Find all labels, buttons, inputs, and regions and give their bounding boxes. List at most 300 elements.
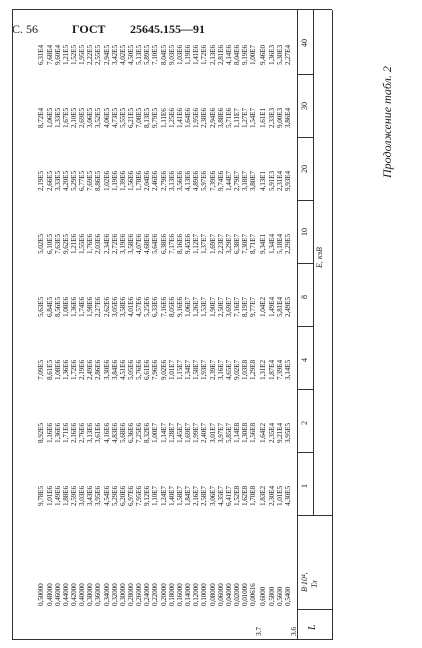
table-cell: 2,69E5 — [78, 108, 87, 128]
table-cell-B: 0,24000 — [143, 583, 152, 606]
table-cell: 1,41E6 — [175, 108, 184, 128]
continuation-caption: Продолжение табл. 2 — [380, 66, 394, 178]
table-cell-B: 0,50000 — [37, 583, 46, 606]
table-cell: 2,40E7 — [200, 423, 209, 443]
table-cell: 4,35E7 — [216, 486, 225, 506]
table-cell: 9,02E6 — [159, 360, 168, 380]
table-cell: 1,01E6 — [45, 486, 54, 506]
table-cell: 5,55E5 — [118, 108, 127, 128]
table-cell: 6,77E5 — [78, 171, 87, 191]
table-cell: 9,12E6 — [143, 486, 152, 506]
table-cell: 5,63E5 — [37, 297, 46, 317]
table-cell: 3,16E7 — [216, 360, 225, 380]
table-cell: 5,91E3 — [267, 171, 276, 191]
table-cell: 7,17E6 — [167, 234, 176, 254]
table-cell: 1,56E6 — [127, 171, 135, 191]
table-cell: 1,56E8 — [249, 423, 258, 443]
table-cell-B: 0,48000 — [45, 583, 54, 606]
table-cell: 2,19E5 — [37, 171, 46, 191]
energy-col-separator — [297, 452, 313, 453]
table-cell: 1,93E7 — [200, 360, 209, 380]
table-cell: 2,79E6 — [159, 171, 168, 191]
table-cell: 3,06E5 — [86, 108, 95, 128]
table-cell: 8,61E5 — [45, 360, 54, 380]
table-cell: 1,26E7 — [192, 297, 201, 317]
energy-group-header: E, кэВ — [315, 247, 324, 268]
table-cell: 1,87E4 — [267, 360, 276, 380]
table-cell: 7,16E6 — [159, 297, 168, 317]
table-cell: 7,10E5 — [151, 45, 160, 65]
table-cell: 2,94E5 — [102, 45, 111, 65]
table-cell: 1,98E6 — [86, 297, 95, 317]
table-cell: 1,61E1 — [259, 108, 268, 128]
table-cell: 1,11E7 — [232, 108, 241, 128]
table-cell: 2,58E7 — [200, 486, 209, 506]
table-cell-B: 0,06000 — [216, 583, 225, 606]
table-cell: 7,95E6 — [135, 486, 144, 506]
col-sep-B — [297, 515, 332, 516]
table-cell: 1,21E5 — [61, 45, 70, 65]
table-cell: 4,07E6 — [135, 234, 144, 254]
table-cell: 5,97E6 — [200, 171, 209, 191]
table-cell: 1,00E7 — [151, 423, 160, 443]
standard-label: ГОСТ — [72, 22, 106, 36]
table-cell: 1,34E7 — [184, 360, 193, 380]
table-cell-B: 0,16000 — [175, 583, 184, 606]
table-cell: 8,72E4 — [37, 108, 46, 128]
table-cell: 1,69E7 — [208, 234, 217, 254]
table-cell: 1,40E7 — [167, 486, 176, 506]
table-cell: 1,72E6 — [200, 45, 209, 65]
table-cell: 1,64E2 — [259, 423, 268, 443]
table-cell: 8,56E5 — [53, 297, 62, 317]
table-cell: 1,49E6 — [53, 486, 62, 506]
table-cell: 2,30E4 — [267, 486, 276, 506]
table-cell: 3,69E7 — [224, 297, 233, 317]
table-cell-B: 0,28000 — [127, 583, 135, 606]
table-cell: 3,42E5 — [110, 45, 119, 65]
table-cell: 2,27E4 — [283, 45, 292, 65]
energy-header-30: 30 — [300, 102, 309, 110]
table-cell: 3,33E5 — [53, 171, 62, 191]
table-cell: 4,50E5 — [127, 45, 135, 65]
header-bottom-rule — [297, 10, 298, 640]
table-cell: 1,49E4 — [267, 297, 276, 317]
table-cell: 9,45E6 — [184, 234, 193, 254]
table-cell: 8,05E6 — [167, 297, 176, 317]
table-cell-B: 0,5400 — [283, 586, 292, 606]
table-cell: 7,63E5 — [53, 234, 62, 254]
table-cell: 2,23E7 — [216, 234, 225, 254]
table-cell: 6,31E4 — [37, 45, 46, 65]
table-cell: 4,16E6 — [102, 423, 111, 443]
table-cell: 8,13E5 — [143, 108, 152, 128]
table-cell: 1,12E7 — [192, 234, 201, 254]
table-cell: 5,85E7 — [224, 423, 233, 443]
table-cell: 5,71E6 — [224, 108, 233, 128]
table-cell: 3,03E6 — [78, 486, 87, 506]
table-cell: 2,81E6 — [216, 45, 225, 65]
table-cell: 1,08E6 — [53, 360, 62, 380]
table-right-edge — [12, 9, 332, 10]
table-cell-B: 0,6000 — [259, 586, 268, 606]
table-cell: 6,97E6 — [127, 486, 135, 506]
table-cell: 9,46E0 — [259, 45, 268, 65]
table-cell: 1,67E5 — [61, 108, 70, 128]
table-cell: 3,80E7 — [249, 171, 258, 191]
table-cell: 3,56E6 — [175, 171, 184, 191]
table-cell: 6,38E7 — [232, 234, 241, 254]
energy-subheader-rule — [313, 10, 314, 516]
table-cell: 1,16E6 — [45, 423, 54, 443]
table-cell: 6,21E5 — [127, 108, 135, 128]
table-cell: 4,14E6 — [224, 45, 233, 65]
table-cell: 2,72E6 — [110, 234, 119, 254]
table-cell: 9,21E4 — [275, 423, 284, 443]
table-cell: 3,29E7 — [224, 234, 233, 254]
table-cell: 7,30E7 — [241, 234, 250, 254]
table-cell: 5,64E6 — [151, 234, 160, 254]
table-cell-B: 0,10000 — [200, 583, 209, 606]
table-cell: 1,03E6 — [175, 45, 184, 65]
table-cell: 1,19E6 — [110, 171, 119, 191]
table-cell-B: 0,30000 — [118, 583, 127, 606]
table-cell: 4,73E5 — [110, 108, 119, 128]
table-cell: 5,68E6 — [118, 423, 127, 443]
table-cell: 5,02E5 — [37, 234, 46, 254]
table-cell-B: 0,22000 — [151, 583, 160, 606]
table-cell: 5,25E6 — [143, 297, 152, 317]
table-cell: 5,05E6 — [127, 360, 135, 380]
table-cell: 8,71E7 — [249, 234, 258, 254]
col-header-B-unit: Тл — [310, 580, 319, 588]
table-cell: 3,88E6 — [216, 108, 225, 128]
table-cell: 1,41E6 — [192, 45, 201, 65]
energy-header-10: 10 — [300, 228, 309, 236]
table-cell: 7,16E7 — [232, 297, 241, 317]
table-cell: 3,30E6 — [102, 360, 111, 380]
table-cell: 4,13E1 — [259, 171, 268, 191]
table-cell: 5,18E4 — [275, 234, 284, 254]
table-cell: 2,04E6 — [143, 171, 152, 191]
table-cell: 3,86E4 — [283, 108, 292, 128]
page-number: С. 56 — [12, 22, 39, 36]
table-cell: 6,61E6 — [143, 360, 152, 380]
table-cell: 1,36E6 — [53, 423, 62, 443]
standard-number: 25645.155—91 — [130, 22, 205, 36]
table-cell: 2,35E4 — [267, 423, 276, 443]
table-cell-B: 0,08000 — [208, 583, 217, 606]
table-left-edge — [12, 639, 332, 640]
table-bottom-rule — [12, 10, 13, 640]
table-cell: 1,27E7 — [241, 108, 250, 128]
table-cell: 1,25E6 — [167, 108, 176, 128]
table-cell: 1,69E7 — [184, 423, 193, 443]
table-cell: 9,74E6 — [216, 171, 225, 191]
table-cell: 2,34E6 — [102, 234, 111, 254]
table-cell: 3,18E7 — [241, 171, 250, 191]
table-cell: 6,36E6 — [127, 423, 135, 443]
table-cell: 3,43E6 — [86, 486, 95, 506]
table-cell: 1,02E6 — [102, 171, 111, 191]
table-cell: 9,78E5 — [37, 486, 46, 506]
energy-col-separator — [297, 137, 313, 138]
table-cell: 7,69E5 — [86, 171, 95, 191]
table-cell: 3,13E6 — [86, 423, 95, 443]
group-L-value: 3.7 — [254, 626, 264, 636]
table-cell: 7,39E6 — [208, 171, 217, 191]
table-cell-B: 0,26000 — [135, 583, 144, 606]
table-cell: 3,58E6 — [127, 234, 135, 254]
table-cell: 1,10E7 — [151, 486, 160, 506]
table-cell: 6,38E6 — [159, 234, 168, 254]
table-cell-B: 0,04000 — [224, 583, 233, 606]
table-cell: 1,24E7 — [159, 486, 168, 506]
table-cell: 1,36E3 — [267, 45, 276, 65]
table-cell: 2,13E6 — [208, 45, 217, 65]
table-cell-B: 0,44000 — [61, 583, 70, 606]
table-cell: 8,19E7 — [241, 297, 250, 317]
table-cell: 1,11E6 — [159, 108, 168, 128]
table-cell: 4,20E5 — [61, 171, 70, 191]
table-cell-B: 0,46000 — [53, 583, 62, 606]
table-cell-B: 0,5600 — [275, 586, 284, 606]
table-cell-B: 0,5800 — [267, 586, 276, 606]
table-cell: 6,20E6 — [118, 486, 127, 506]
table-cell: 1,95E6 — [192, 108, 201, 128]
energy-header-40: 40 — [300, 39, 309, 47]
table-cell: 5,81E4 — [275, 297, 284, 317]
table-cell: 6,33E6 — [151, 297, 160, 317]
table-cell: 1,72E6 — [69, 360, 78, 380]
table-cell: 1,14E8 — [232, 423, 241, 443]
table-cell: 2,79E7 — [232, 171, 241, 191]
table-cell: 1,58E7 — [192, 360, 201, 380]
table-cell: 1,36E6 — [69, 297, 78, 317]
table-cell: 1,06E5 — [45, 108, 54, 128]
table-cell: 2,33E3 — [267, 108, 276, 128]
table-cell: 1,71E6 — [61, 423, 70, 443]
col-header-L: L — [307, 624, 318, 630]
table-cell: 2,10E5 — [69, 108, 78, 128]
table-cell: 1,06E7 — [184, 297, 193, 317]
table-cell-B: 0,42000 — [69, 583, 78, 606]
table-cell-B: 0,40000 — [78, 583, 87, 606]
table-cell: 4,06E5 — [102, 108, 111, 128]
table-cell: 9,93E4 — [283, 171, 292, 191]
table-cell: 1,31E2 — [259, 360, 268, 380]
table-cell: 1,28E7 — [167, 423, 176, 443]
table-cell: 1,95E5 — [78, 45, 87, 65]
table-cell: 3,61E6 — [94, 423, 103, 443]
table-cell: 2,19E6 — [78, 360, 87, 380]
table-cell: 1,01E5 — [275, 486, 284, 506]
table-cell: 1,45E7 — [175, 423, 184, 443]
table-cell: 9,62E5 — [61, 234, 70, 254]
table-cell: 1,52E8 — [232, 486, 241, 506]
energy-header-8: 8 — [300, 295, 309, 299]
table-cell: 3,97E7 — [216, 423, 225, 443]
table-cell: 8,04E6 — [232, 45, 241, 65]
table-cell: 1,33E5 — [53, 108, 62, 128]
table-cell: 4,13E6 — [184, 171, 193, 191]
table-cell: 3,95E5 — [283, 423, 292, 443]
table-cell: 3,58E6 — [118, 297, 127, 317]
table-cell: 1,36E6 — [61, 360, 70, 380]
energy-col-separator — [297, 326, 313, 327]
table-cell: 4,54E6 — [102, 486, 111, 506]
table-cell: 1,03E8 — [241, 360, 250, 380]
table-top-rule — [332, 10, 333, 640]
table-cell: 1,74E6 — [78, 297, 87, 317]
table-cell: 1,52E5 — [69, 45, 78, 65]
table-cell: 1,29E8 — [249, 360, 258, 380]
table-cell-B: 0,00616 — [249, 583, 258, 606]
table-cell: 9,79E5 — [151, 108, 160, 128]
table-cell: 2,39E7 — [208, 360, 217, 380]
table-cell: 2,16E7 — [192, 486, 201, 506]
table-cell: 4,68E6 — [143, 234, 152, 254]
table-cell: 1,19E6 — [184, 45, 193, 65]
table-cell: 9,77E7 — [249, 297, 258, 317]
table-cell: 4,57E6 — [135, 297, 144, 317]
table-cell: 1,53E7 — [200, 297, 209, 317]
table-cell: 8,32E6 — [143, 423, 152, 443]
table-cell: 2,29E5 — [283, 234, 292, 254]
table-cell: 8,92E5 — [37, 423, 46, 443]
table-cell: 1,04E2 — [259, 297, 268, 317]
energy-col-separator — [297, 200, 313, 201]
table-cell: 2,31E4 — [275, 171, 284, 191]
table-cell: 2,49E5 — [283, 297, 292, 317]
table-cell: 2,27E6 — [94, 297, 103, 317]
table-cell: 2,86E6 — [94, 360, 103, 380]
table-cell: 3,06E7 — [208, 486, 217, 506]
table-cell: 1,84E7 — [184, 486, 193, 506]
table-cell: 4,83E6 — [110, 423, 119, 443]
table-cell: 5,30E3 — [275, 45, 284, 65]
table-cell: 1,00E7 — [249, 45, 258, 65]
table-cell: 6,10E5 — [45, 234, 54, 254]
table-cell-B: 0,02000 — [232, 583, 241, 606]
table-cell-B: 0,12000 — [192, 583, 201, 606]
table-cell: 1,58E7 — [175, 486, 184, 506]
table-cell: 1,44E7 — [224, 171, 233, 191]
table-cell: 8,16E6 — [175, 234, 184, 254]
table-cell: 2,76E6 — [78, 423, 87, 443]
table-cell: 3,05E6 — [110, 297, 119, 317]
table-cell: 2,49E6 — [86, 360, 95, 380]
table-cell: 9,60E4 — [53, 45, 62, 65]
table-cell-B: 0,36000 — [94, 583, 103, 606]
table-cell: 1,37E7 — [200, 234, 209, 254]
table-cell: 5,29E5 — [69, 171, 78, 191]
table-cell: 7,25E6 — [135, 423, 144, 443]
table-cell: 7,08E5 — [135, 108, 144, 128]
table-cell: 2,66E5 — [45, 171, 54, 191]
table-cell: 1,90E7 — [208, 297, 217, 317]
table-cell: 3,14E5 — [283, 360, 292, 380]
table-cell: 6,41E7 — [224, 486, 233, 506]
table-cell: 1,99E7 — [192, 423, 201, 443]
table-cell: 3,19E6 — [118, 234, 127, 254]
table-cell: 1,70E8 — [249, 486, 258, 506]
energy-col-separator — [297, 389, 313, 390]
table-cell: 1,78E6 — [135, 171, 144, 191]
table-cell: 1,08E6 — [61, 297, 70, 317]
table-cell-B: 0,38000 — [86, 583, 95, 606]
table-cell: 2,38E6 — [200, 108, 209, 128]
table-cell: 1,76E6 — [86, 234, 95, 254]
table-cell-B: 0,14000 — [184, 583, 193, 606]
energy-col-separator — [297, 263, 313, 264]
table-cell: 9,19E6 — [241, 45, 250, 65]
table-cell: 1,21E6 — [69, 234, 78, 254]
table-cell: 2,03E6 — [94, 234, 103, 254]
table-cell: 3,95E6 — [94, 486, 103, 506]
table-cell: 1,14E7 — [159, 423, 168, 443]
table-cell: 2,62E6 — [102, 297, 111, 317]
table-cell: 7,96E6 — [151, 360, 160, 380]
table-cell: 6,84E5 — [45, 297, 54, 317]
table-cell: 3,01E7 — [208, 423, 217, 443]
table-cell: 1,54E7 — [249, 108, 258, 128]
table-cell-B: 0,32000 — [110, 583, 119, 606]
table-cell-B: 0,34000 — [102, 583, 111, 606]
table-cell-B: 0,18000 — [167, 583, 176, 606]
table-cell: 2,55E5 — [94, 45, 103, 65]
group-L-value: 3.6 — [289, 626, 298, 636]
table-cell: 4,65E7 — [224, 360, 233, 380]
table-cell-B: 0,01000 — [241, 583, 250, 606]
table-cell: 2,16E6 — [69, 423, 78, 443]
table-cell: 1,15E7 — [175, 360, 184, 380]
table-cell: 1,64E6 — [184, 108, 193, 128]
table-cell: 1,34E4 — [267, 234, 276, 254]
table-cell: 7,39E4 — [275, 360, 284, 380]
col-sep-L — [297, 609, 332, 610]
table-cell: 3,13E6 — [167, 171, 176, 191]
energy-col-separator — [297, 74, 313, 75]
table-cell: 1,39E6 — [118, 171, 127, 191]
energy-header-20: 20 — [300, 165, 309, 173]
table-cell: 9,16E6 — [175, 297, 184, 317]
table-cell: 2,94E6 — [208, 108, 217, 128]
table-cell: 1,83E2 — [259, 486, 268, 506]
table-cell: 8,04E5 — [159, 45, 168, 65]
table-cell: 2,22E5 — [86, 45, 95, 65]
table-cell: 5,13E5 — [135, 45, 144, 65]
table-cell: 5,29E6 — [110, 486, 119, 506]
table-cell: 1,30E8 — [241, 423, 250, 443]
table-cell: 9,03E5 — [167, 45, 176, 65]
table-cell: 1,55E6 — [78, 234, 87, 254]
energy-header-2: 2 — [300, 421, 309, 425]
table-cell: 9,00E3 — [275, 108, 284, 128]
table-cell: 2,50E7 — [216, 297, 225, 317]
table-cell: 5,76E6 — [135, 360, 144, 380]
table-cell: 4,89E6 — [192, 171, 201, 191]
table-cell: 8,86E5 — [94, 171, 103, 191]
table-cell: 1,62E8 — [241, 486, 250, 506]
table-cell: 2,59E6 — [69, 486, 78, 506]
table-cell: 2,46E6 — [151, 171, 160, 191]
energy-header-1: 1 — [300, 484, 309, 488]
table-cell: 4,30E5 — [283, 486, 292, 506]
table-cell: 4,02E5 — [118, 45, 127, 65]
table-cell-B: 0,20000 — [159, 583, 168, 606]
table-cell: 4,51E6 — [118, 360, 127, 380]
